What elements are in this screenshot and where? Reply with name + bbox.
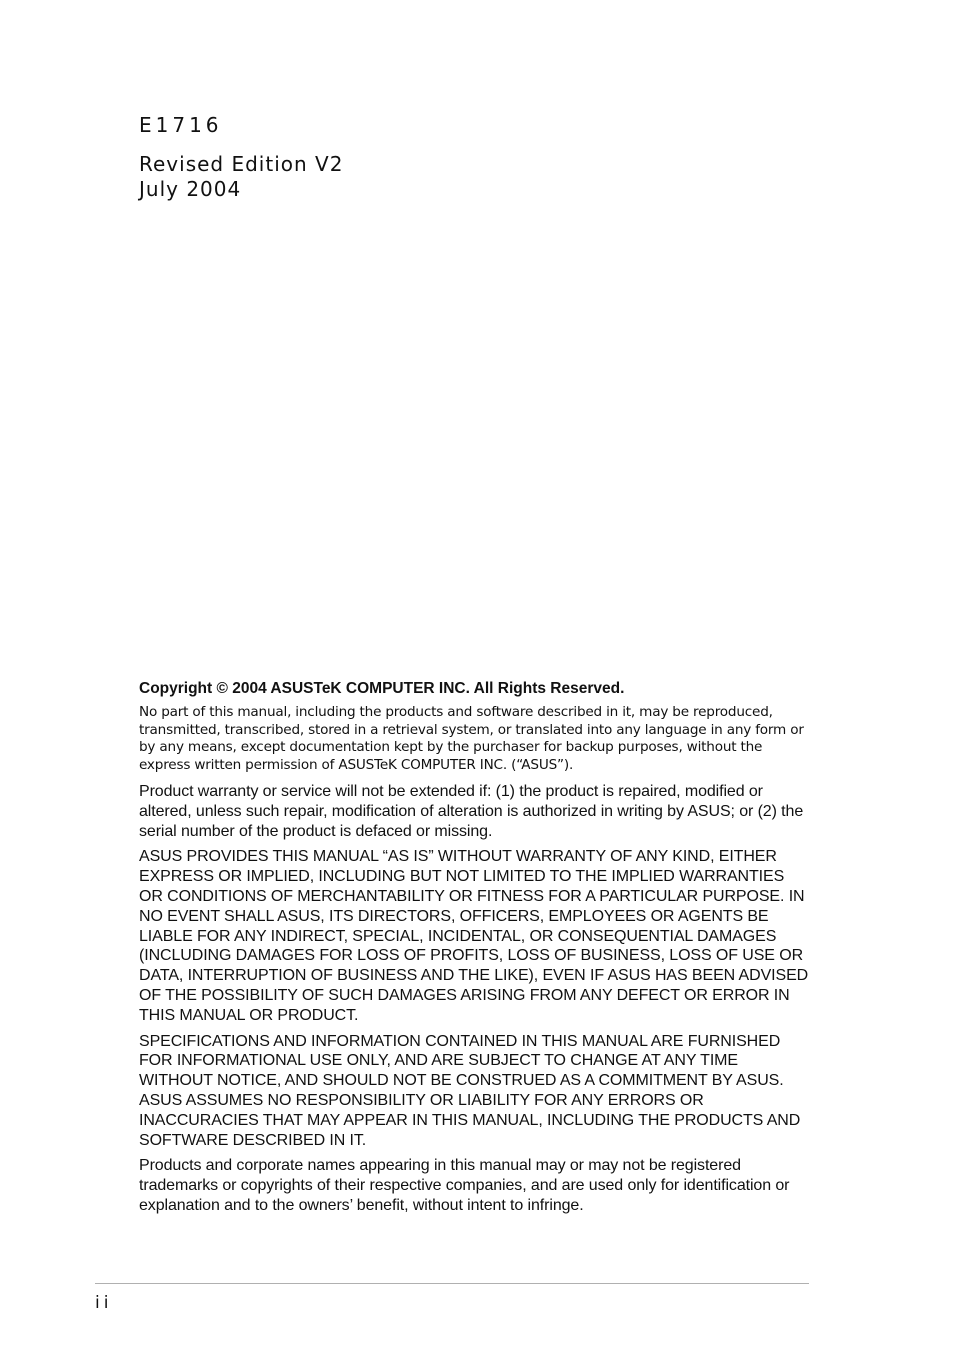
reproduction-notice: No part of this manual, including the products and software described in it, may be reproduced, transmitted, transcribed, stored in a retrieval system, or translated into any language in any form or by any means, except documentation kept by the purchaser for backup purposes, without the express written permission of ASUSTeK COMPUTER INC. (“ASUS”). — [139, 704, 804, 773]
document-code: E1716 — [139, 113, 223, 137]
edition-date: July 2004 — [139, 177, 242, 201]
copyright-section — [139, 678, 811, 1222]
copyright-heading: Copyright © 2004 ASUSTeK COMPUTER INC. All Rights Reserved. — [139, 680, 625, 697]
footer-divider — [95, 1283, 809, 1284]
specifications-paragraph: SPECIFICATIONS AND INFORMATION CONTAINED IN THIS MANUAL ARE FURNISHED FOR INFORMATIONAL USE ONLY, AND ARE SUBJECT TO CHANGE AT ANY TIME WITHOUT NOTICE, AND SHOULD NOT BE CONSTRUED AS A COMMITMENT BY ASUS. ASUS ASSUMES NO RESPONSIBILITY OR LIABILITY FOR ANY ERRORS OR INACCURACIES THAT MAY APPEAR IN THIS MANUAL, INCLUDING THE PRODUCTS AND SOFTWARE DESCRIBED IN IT. — [139, 1032, 801, 1149]
warranty-notice: Product warranty or service will not be extended if: (1) the product is repaired, modified or altered, unless such repair, modification of alteration is authorized in writing by ASUS; or (2) the serial number of the product is defaced or missing. — [139, 783, 804, 840]
edition-label: Revised Edition V2 — [139, 152, 344, 176]
page-number: ii — [95, 1293, 113, 1313]
disclaimer-paragraph: ASUS PROVIDES THIS MANUAL “AS IS” WITHOUT WARRANTY OF ANY KIND, EITHER EXPRESS OR IMPLIED, INCLUDING BUT NOT LIMITED TO THE IMPLIED WARRANTIES OR CONDITIONS OF MERCHANTABILITY OR FITNESS FOR A PARTICULAR PURPOSE. IN NO EVENT SHALL ASUS, ITS DIRECTORS, OFFICERS, EMPLOYEES OR AGENTS BE LIABLE FOR ANY INDIRECT, SPECIAL, INCIDENTAL, OR CONSEQUENTIAL DAMAGES (INCLUDING DAMAGES FOR LOSS OF PROFITS, LOSS OF BUSINESS, LOSS OF USE OR DATA, INTERRUPTION OF BUSINESS AND THE LIKE), EVEN IF ASUS HAS BEEN ADVISED OF THE POSSIBILITY OF SUCH DAMAGES ARISING FROM ANY DEFECT OR ERROR IN THIS MANUAL OR PRODUCT. — [139, 848, 809, 1024]
trademarks-paragraph: Products and corporate names appearing in this manual may or may not be registered trademarks or copyrights of their respective companies, and are used only for identification or explanation and to the owners’ benefit, without intent to infringe. — [139, 1157, 790, 1214]
title-block — [139, 112, 343, 202]
